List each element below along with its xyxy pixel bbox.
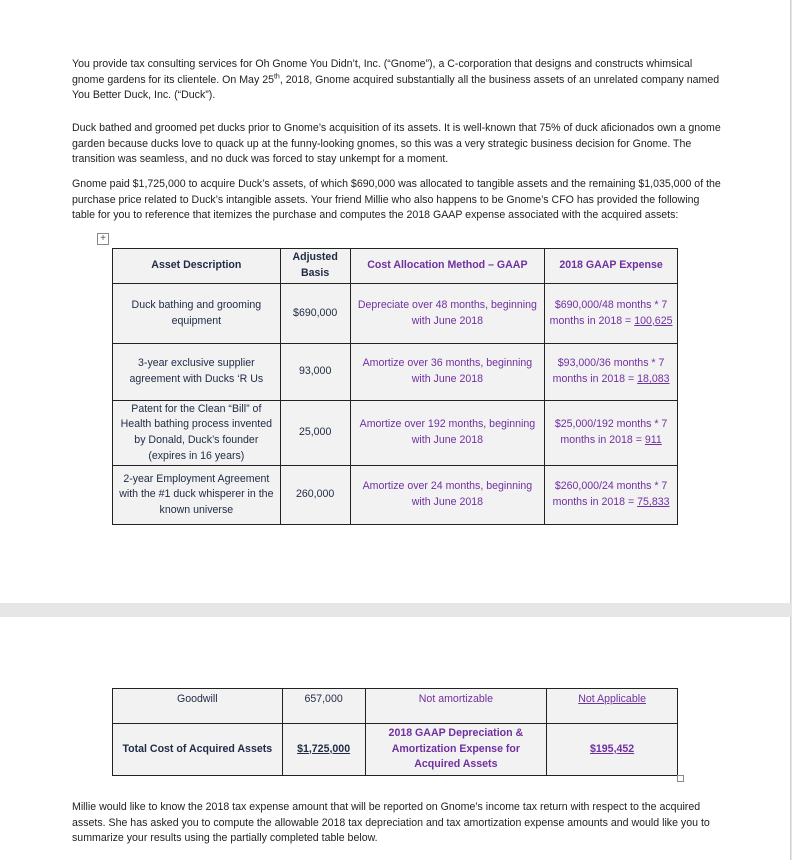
expense-amount: 911: [644, 434, 662, 446]
adjusted-basis: $690,000: [280, 284, 350, 344]
adjusted-basis: 260,000: [280, 466, 350, 525]
intro-text: , 2018, Gnome acquired substantially all the business assets of an unrelated company named You Better Duck, Inc. (“Duck”).: [72, 73, 720, 102]
expense-amount: 75,833: [637, 496, 670, 508]
header-adjusted-basis: Adjusted Basis: [280, 249, 350, 284]
table-row: [113, 401, 678, 466]
asset-description: 3-year exclusive supplier agreement with Ducks ‘R Us: [113, 344, 281, 401]
total-expense: $195,452: [547, 724, 678, 776]
table-row: [113, 284, 678, 344]
expense-calc: $93,000/36 months * 7 months in 2018 =: [552, 357, 665, 385]
asset-description: Duck bathing and grooming equipment: [113, 284, 281, 344]
table-header-row: [113, 249, 678, 284]
table-move-handle-icon[interactable]: +: [97, 233, 109, 245]
intro-text: You provide tax consulting services for Oh Gnome You Didn’t, Inc. (“Gnome”), a C-corporation that designs and constructs whimsical gnome gardens for its clientele. On May 25: [72, 58, 693, 86]
cost-allocation-method: Amortize over 36 months, beginning with June 2018: [350, 344, 545, 401]
gaap-expense: [545, 401, 678, 466]
header-cost-allocation: Cost Allocation Method – GAAP: [350, 249, 545, 284]
asset-description: Patent for the Clean “Bill” of Health bathing process invented by Donald, Duck’s founder (expires in 16 years): [113, 401, 281, 466]
gaap-expense: [545, 344, 678, 401]
goodwill-description: Goodwill: [113, 689, 283, 724]
intro-paragraph-2: Duck bathed and groomed pet ducks prior to Gnome’s acquisition of its assets. It is well-known that 75% of duck aficionados own a gnome garden because ducks love to quack up at the funny-looking gnomes, so this was a very strategic business decision for Gnome. The transition was seamless, and no duck was forced to stay unkempt for a moment.: [72, 122, 721, 166]
total-row: [113, 724, 678, 776]
cost-allocation-method: Amortize over 192 months, beginning with June 2018: [350, 401, 545, 466]
gaap-expense: [545, 466, 678, 525]
goodwill-expense: Not Applicable: [547, 689, 678, 724]
superscript: th: [273, 73, 280, 81]
gaap-expense: [545, 284, 678, 344]
total-description: Total Cost of Acquired Assets: [113, 724, 283, 776]
expense-calc: $25,000/192 months * 7 months in 2018 =: [554, 418, 668, 446]
expense-amount: 18,083: [637, 373, 670, 385]
total-method: 2018 GAAP Depreciation & Amortization Expense for Acquired Assets: [365, 724, 547, 776]
table-row: [113, 466, 678, 525]
goodwill-method: Not amortizable: [365, 689, 547, 724]
adjusted-basis: 25,000: [280, 401, 350, 466]
expense-calc: $690,000/48 months * 7 months in 2018 =: [549, 298, 668, 327]
intro-paragraph-3: Gnome paid $1,725,000 to acquire Duck’s assets, of which $690,000 was allocated to tangible assets and the remaining $1,035,000 of the purchase price related to Duck’s intangible assets. Your friend Millie who also happens to be Gnome’s CFO has provided the following table for you to reference that itemizes the purchase and computes the 2018 GAAP expense associated with the acquired assets:: [72, 178, 721, 222]
goodwill-basis: 657,000: [282, 689, 365, 724]
cost-allocation-method: Depreciate over 48 months, beginning with June 2018: [350, 284, 545, 344]
table-row: [113, 344, 678, 401]
asset-table: [112, 248, 678, 525]
closing-paragraph: Millie would like to know the 2018 tax expense amount that will be reported on Gnome’s income tax return with respect to the acquired assets. She has asked you to compute the allowable 2018 tax depreciation and tax amortization expense amounts and would like you to summarize your results using the partially completed table below.: [72, 801, 710, 845]
goodwill-row: [113, 689, 678, 724]
header-gaap-expense: 2018 GAAP Expense: [545, 249, 678, 284]
adjusted-basis: 93,000: [280, 344, 350, 401]
total-basis: $1,725,000: [282, 724, 365, 776]
intro-paragraph-1: [72, 57, 722, 104]
header-asset-description: Asset Description: [113, 249, 281, 284]
table-resize-handle-icon[interactable]: [677, 775, 684, 782]
expense-amount: 100,625: [634, 314, 673, 327]
asset-description: 2-year Employment Agreement with the #1 duck whisperer in the known universe: [113, 466, 281, 525]
asset-table-continued: [112, 688, 678, 776]
cost-allocation-method: Amortize over 24 months, beginning with June 2018: [350, 466, 545, 525]
expense-calc: $260,000/24 months * 7 months in 2018 =: [552, 480, 668, 508]
